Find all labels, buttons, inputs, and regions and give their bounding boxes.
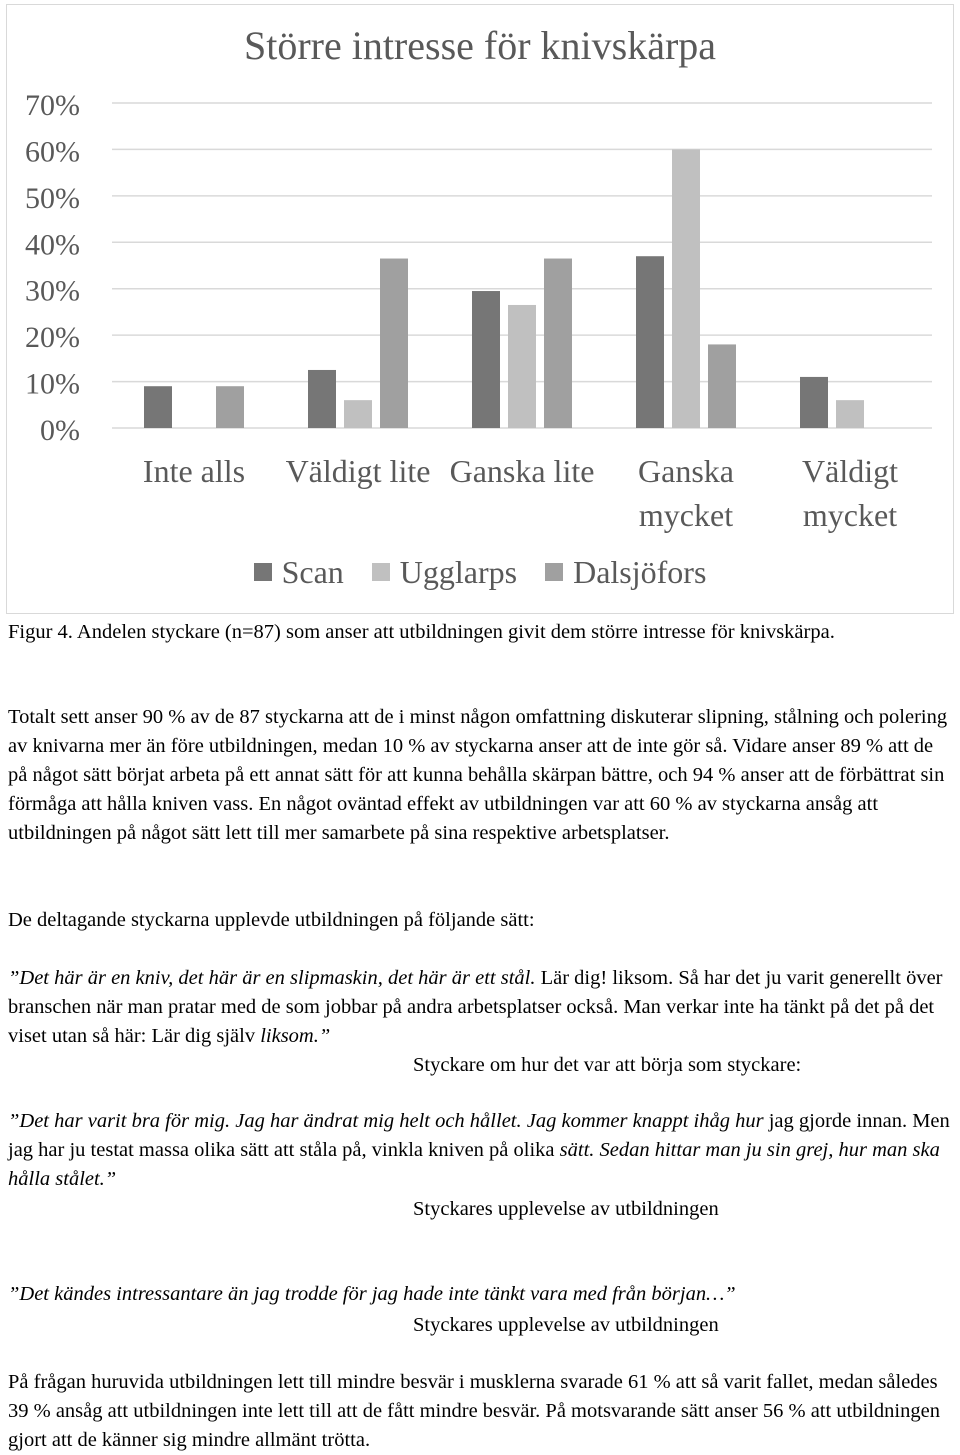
legend-swatch — [372, 563, 390, 581]
y-tick-label: 0% — [40, 414, 80, 447]
legend-item — [372, 554, 517, 591]
quote-1-italic-end: liksom.” — [260, 1025, 331, 1047]
bar-scan — [800, 377, 828, 428]
x-tick-label: Ganska — [638, 453, 734, 489]
bar-ugglarps — [344, 400, 372, 428]
quote-3: ”Det kändes intressantare än jag trodde för jag hade inte tänkt vara med från början…” — [8, 1283, 736, 1305]
y-tick-label: 20% — [25, 321, 80, 355]
x-tick-label: Ganska lite — [449, 453, 595, 489]
bar-dalsjöfors — [708, 344, 736, 428]
bar-dalsjöfors — [216, 386, 244, 428]
y-tick-label: 30% — [25, 274, 80, 308]
legend-swatch — [254, 563, 272, 581]
legend-label: Ugglarps — [399, 554, 518, 590]
figure-caption: Figur 4. Andelen styckare (n=87) som anser att utbildningen givit dem större intresse för knivskärpa. — [8, 621, 835, 643]
legend-swatch — [545, 563, 563, 581]
y-tick-label: 10% — [25, 367, 80, 401]
chart-legend — [0, 554, 960, 591]
x-tick-label: Inte alls — [142, 453, 246, 489]
paragraph-summary: Totalt sett anser 90 % av de 87 styckarna att de i minst någon omfattning diskuterar slipning, stålning och polering av knivarna mer än före utbildningen, medan 10 % av styckarna anser att de inte gör så. Vidare anser 89 % att de på något sätt börjat arbeta på ett annat sätt för att kunna behålla skärpan bättre, och 94 % anser att de förbättrat sin förmåga att hålla kniven vass. En något oväntad effekt av utbildningen var att 60 % av styckarna ansåg att utbildningen på något sätt lett till mer samarbete på sina respektive arbetsplatser. — [8, 706, 948, 844]
y-tick-label: 60% — [25, 135, 80, 169]
bar-ugglarps — [836, 400, 864, 428]
bar-chart — [0, 0, 960, 560]
y-tick-label: 50% — [25, 181, 80, 215]
bar-ugglarps — [672, 149, 700, 428]
quote-1-normal: Lär dig! liksom. Så har det ju varit generellt över branschen när man pratar med de som jobbar på andra arbetsplatser också. Man verkar inte ha tänkt på det på det viset utan så här: Lär dig själv — [8, 967, 943, 1047]
quote-2 — [8, 1107, 952, 1194]
bar-scan — [144, 386, 172, 428]
quote-1-italic: ”Det här är en kniv, det här är en slipmaskin, det här är ett stål. — [8, 967, 536, 989]
bar-scan — [636, 256, 664, 428]
quote-1 — [8, 964, 952, 1051]
quote-1-attribution: Styckare om hur det var att börja som styckare: — [413, 1054, 802, 1076]
paragraph-muscles: På frågan huruvida utbildningen lett till mindre besvär i musklerna svarade 61 % att så varit fallet, medan således 39 % ansåg att utbildningen inte lett till att de fått mindre besvär. På motsvarande sätt anser 56 % att utbildningen gjort att de känner sig mindre allmänt trötta. — [8, 1371, 940, 1451]
legend-label: Dalsjöfors — [573, 554, 707, 590]
legend-item — [545, 554, 706, 591]
bar-dalsjöfors — [544, 259, 572, 428]
quote-2-italic: ”Det har varit bra för mig. Jag har ändrat mig helt och hållet. Jag kommer knappt ihåg hur — [8, 1110, 764, 1132]
bar-dalsjöfors — [380, 259, 408, 428]
bar-scan — [308, 370, 336, 428]
bar-scan — [472, 291, 500, 428]
x-tick-label: Väldigt lite — [285, 453, 431, 489]
quote-2-normal: jag gjorde innan. Men jag har ju testat massa olika sätt att ståla på, vinkla kniven på olika — [8, 1110, 950, 1161]
y-tick-label: 70% — [25, 89, 80, 122]
quote-2-italic-end: sätt. Sedan hittar man ju sin grej, hur man ska hålla stålet.” — [8, 1139, 940, 1190]
legend-label: Scan — [281, 554, 344, 590]
chart-title: Större intresse för knivskärpa — [243, 23, 717, 68]
bar-ugglarps — [508, 305, 536, 428]
x-tick-label: Väldigt — [802, 453, 898, 489]
paragraph-intro-quotes: De deltagande styckarna upplevde utbildningen på följande sätt: — [8, 909, 535, 931]
x-tick-label: mycket — [802, 497, 898, 533]
x-tick-label: mycket — [638, 497, 734, 533]
y-tick-label: 40% — [25, 228, 80, 262]
quote-2-attribution: Styckares upplevelse av utbildningen — [413, 1198, 719, 1220]
quote-3-attribution: Styckares upplevelse av utbildningen — [413, 1314, 719, 1336]
legend-item — [254, 554, 344, 591]
